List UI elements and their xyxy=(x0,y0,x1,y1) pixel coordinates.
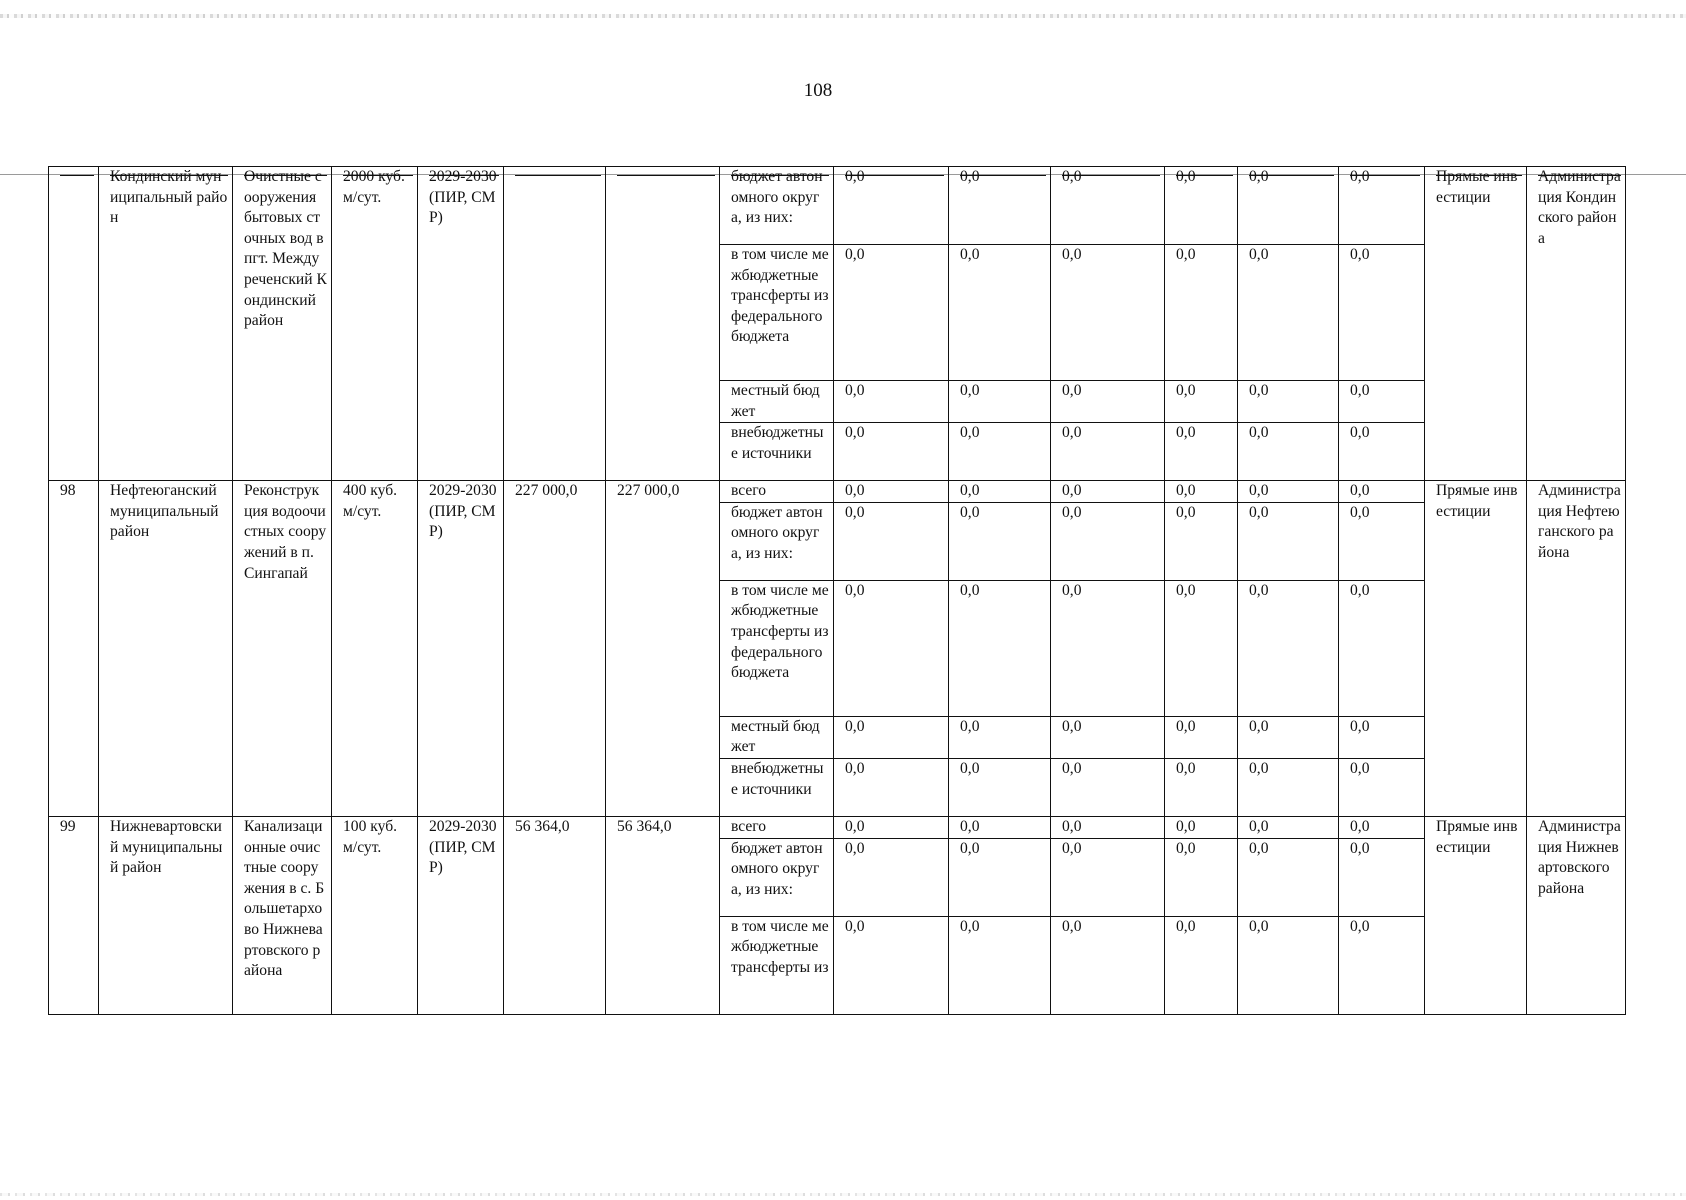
table-row xyxy=(49,167,1626,245)
year-value-cell: 0,0 xyxy=(1051,758,1165,816)
year-value-cell: 0,0 xyxy=(1238,816,1339,838)
funding-source-cell: бюджет автономного округа, из них: xyxy=(720,167,834,245)
year-value-cell: 0,0 xyxy=(949,381,1051,423)
year-value-cell: 0,0 xyxy=(1051,580,1165,716)
row-number: 99 xyxy=(49,816,99,1014)
year-value-cell: 0,0 xyxy=(1051,481,1165,503)
year-value-cell: 0,0 xyxy=(1165,580,1238,716)
total-cost-cell xyxy=(606,167,720,481)
funding-source-cell: всего xyxy=(720,481,834,503)
year-value-cell: 0,0 xyxy=(834,481,949,503)
year-value-cell: 0,0 xyxy=(1238,502,1339,580)
total-cost-cell: 56 364,0 xyxy=(606,816,720,1014)
year-value-cell: 0,0 xyxy=(1238,580,1339,716)
year-value-cell: 0,0 xyxy=(1238,916,1339,1014)
row-number xyxy=(49,167,99,481)
funding-source-cell: бюджет автономного округа, из них: xyxy=(720,838,834,916)
executor-cell: Администрация Кондинского района xyxy=(1527,167,1626,481)
year-value-cell: 0,0 xyxy=(1165,502,1238,580)
capacity-cell: 400 куб. м/сут. xyxy=(332,481,418,817)
year-value-cell: 0,0 xyxy=(1165,423,1238,481)
year-value-cell: 0,0 xyxy=(834,758,949,816)
funding-source-cell: местный бюджет xyxy=(720,716,834,758)
year-value-cell: 0,0 xyxy=(1339,716,1425,758)
year-value-cell: 0,0 xyxy=(1339,245,1425,381)
year-value-cell: 0,0 xyxy=(1165,245,1238,381)
year-value-cell: 0,0 xyxy=(834,716,949,758)
investment-form-cell: Прямые инвестиции xyxy=(1425,167,1527,481)
year-value-cell: 0,0 xyxy=(1165,758,1238,816)
year-value-cell: 0,0 xyxy=(1339,167,1425,245)
page-number: 108 xyxy=(803,80,833,101)
executor-cell: Администрация Нижневартовского района xyxy=(1527,816,1626,1014)
year-value-cell: 0,0 xyxy=(1165,167,1238,245)
scan-edge-top xyxy=(0,14,1686,18)
year-value-cell: 0,0 xyxy=(834,423,949,481)
year-value-cell: 0,0 xyxy=(1339,758,1425,816)
year-value-cell: 0,0 xyxy=(1238,423,1339,481)
object-name-cell: Канализационные очистные сооружения в с. Большетархово Нижневартовского района xyxy=(233,816,332,1014)
estimated-cost-cell: 227 000,0 xyxy=(504,481,606,817)
table-row xyxy=(49,816,1626,838)
investment-form-cell: Прямые инвестиции xyxy=(1425,816,1527,1014)
year-value-cell: 0,0 xyxy=(1238,245,1339,381)
municipality-cell: Нижневартовский муниципальный район xyxy=(99,816,233,1014)
year-value-cell: 0,0 xyxy=(949,167,1051,245)
investment-form-cell: Прямые инвестиции xyxy=(1425,481,1527,817)
funding-source-cell: всего xyxy=(720,816,834,838)
scan-edge-bottom xyxy=(0,1193,1686,1196)
year-value-cell: 0,0 xyxy=(949,838,1051,916)
funding-source-cell: местный бюджет xyxy=(720,381,834,423)
table-row xyxy=(49,481,1626,503)
year-value-cell: 0,0 xyxy=(1165,716,1238,758)
year-value-cell: 0,0 xyxy=(1339,381,1425,423)
funding-source-cell: внебюджетные источники xyxy=(720,423,834,481)
funding-source-cell: в том числе межбюджетные трансферты из федерального бюджета xyxy=(720,245,834,381)
year-value-cell: 0,0 xyxy=(1051,502,1165,580)
year-value-cell: 0,0 xyxy=(834,580,949,716)
total-cost-cell: 227 000,0 xyxy=(606,481,720,817)
year-value-cell: 0,0 xyxy=(1339,502,1425,580)
year-value-cell: 0,0 xyxy=(949,580,1051,716)
capacity-cell: 100 куб. м/сут. xyxy=(332,816,418,1014)
estimated-cost-cell: 56 364,0 xyxy=(504,816,606,1014)
year-value-cell: 0,0 xyxy=(1339,838,1425,916)
object-name-cell: Реконструкция водоочистных сооружений в п. Сингапай xyxy=(233,481,332,817)
year-value-cell: 0,0 xyxy=(949,502,1051,580)
year-value-cell: 0,0 xyxy=(834,816,949,838)
period-cell: 2029-2030 (ПИР, СМР) xyxy=(418,481,504,817)
funding-source-cell: в том числе межбюджетные трансферты из xyxy=(720,916,834,1014)
year-value-cell: 0,0 xyxy=(949,423,1051,481)
funding-source-cell: внебюджетные источники xyxy=(720,758,834,816)
year-value-cell: 0,0 xyxy=(1051,167,1165,245)
year-value-cell: 0,0 xyxy=(1339,481,1425,503)
year-value-cell: 0,0 xyxy=(949,916,1051,1014)
funding-source-cell: бюджет автономного округа, из них: xyxy=(720,502,834,580)
year-value-cell: 0,0 xyxy=(1165,816,1238,838)
year-value-cell: 0,0 xyxy=(1051,716,1165,758)
year-value-cell: 0,0 xyxy=(1238,758,1339,816)
year-value-cell: 0,0 xyxy=(834,245,949,381)
year-value-cell: 0,0 xyxy=(949,758,1051,816)
year-value-cell: 0,0 xyxy=(949,816,1051,838)
period-cell: 2029-2030 (ПИР, СМР) xyxy=(418,816,504,1014)
year-value-cell: 0,0 xyxy=(1238,716,1339,758)
year-value-cell: 0,0 xyxy=(949,716,1051,758)
row-number: 98 xyxy=(49,481,99,817)
estimated-cost-cell xyxy=(504,167,606,481)
year-value-cell: 0,0 xyxy=(1165,838,1238,916)
year-value-cell: 0,0 xyxy=(949,481,1051,503)
investment-table xyxy=(48,166,1626,1015)
year-value-cell: 0,0 xyxy=(1051,816,1165,838)
year-value-cell: 0,0 xyxy=(1238,481,1339,503)
municipality-cell: Нефтеюганский муниципальный район xyxy=(99,481,233,817)
capacity-cell: 2000 куб. м/сут. xyxy=(332,167,418,481)
year-value-cell: 0,0 xyxy=(834,167,949,245)
object-name-cell: Очистные сооружения бытовых сточных вод в пгт. Междуреченский Кондинский район xyxy=(233,167,332,481)
year-value-cell: 0,0 xyxy=(834,502,949,580)
table-body xyxy=(49,167,1626,1015)
year-value-cell: 0,0 xyxy=(1051,381,1165,423)
year-value-cell: 0,0 xyxy=(1165,916,1238,1014)
year-value-cell: 0,0 xyxy=(1051,245,1165,381)
year-value-cell: 0,0 xyxy=(1238,381,1339,423)
year-value-cell: 0,0 xyxy=(1051,838,1165,916)
year-value-cell: 0,0 xyxy=(834,381,949,423)
year-value-cell: 0,0 xyxy=(1339,423,1425,481)
year-value-cell: 0,0 xyxy=(1051,916,1165,1014)
year-value-cell: 0,0 xyxy=(1339,916,1425,1014)
year-value-cell: 0,0 xyxy=(1165,381,1238,423)
year-value-cell: 0,0 xyxy=(1339,580,1425,716)
year-value-cell: 0,0 xyxy=(949,245,1051,381)
funding-source-cell: в том числе межбюджетные трансферты из федерального бюджета xyxy=(720,580,834,716)
year-value-cell: 0,0 xyxy=(834,916,949,1014)
year-value-cell: 0,0 xyxy=(1051,423,1165,481)
executor-cell: Администрация Нефтеюганского района xyxy=(1527,481,1626,817)
year-value-cell: 0,0 xyxy=(834,838,949,916)
municipality-cell: Кондинский муниципальный район xyxy=(99,167,233,481)
period-cell: 2029-2030 (ПИР, СМР) xyxy=(418,167,504,481)
year-value-cell: 0,0 xyxy=(1165,481,1238,503)
year-value-cell: 0,0 xyxy=(1238,838,1339,916)
year-value-cell: 0,0 xyxy=(1339,816,1425,838)
year-value-cell: 0,0 xyxy=(1238,167,1339,245)
